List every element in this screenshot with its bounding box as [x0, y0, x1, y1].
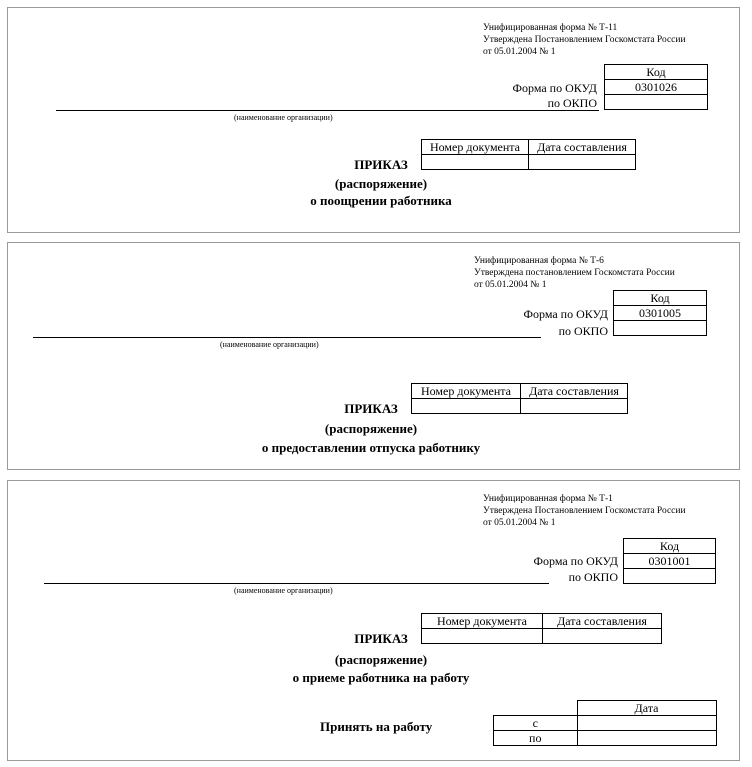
hire-to-label: по	[494, 731, 578, 746]
org-name-line[interactable]	[56, 110, 599, 111]
doc-number-header: Номер документа	[412, 384, 521, 399]
form-header	[474, 255, 675, 291]
hire-from-date[interactable]	[577, 716, 716, 731]
okpo-value[interactable]	[605, 95, 708, 110]
form-t6-panel	[7, 242, 740, 470]
form-header	[483, 493, 686, 529]
form-number: Унифицированная форма № Т-1	[483, 494, 613, 504]
order-subject: о поощрении работника	[310, 193, 452, 208]
org-caption: (наименование организации)	[220, 340, 319, 349]
okud-label: Форма по ОКУД	[533, 554, 618, 568]
form-t11-panel	[7, 7, 740, 233]
doc-table	[411, 383, 628, 414]
org-name-line[interactable]	[33, 337, 541, 338]
code-table	[613, 290, 707, 336]
order-subject: о приеме работника на работу	[292, 670, 470, 685]
approval-date: от 05.01.2004 № 1	[483, 47, 556, 57]
doc-date-cell[interactable]	[529, 155, 636, 170]
doc-date-header: Дата составления	[521, 384, 628, 399]
doc-table	[421, 613, 662, 644]
doc-date-header: Дата составления	[529, 140, 636, 155]
doc-number-header: Номер документа	[422, 614, 543, 629]
form-number: Унифицированная форма № Т-11	[483, 23, 618, 33]
okud-value[interactable]: 0301001	[624, 554, 716, 569]
order-title: ПРИКАЗ	[344, 401, 398, 416]
code-header: Код	[605, 65, 708, 80]
okpo-label: по ОКПО	[568, 570, 618, 584]
doc-date-cell[interactable]	[521, 399, 628, 414]
hire-date-table	[493, 700, 717, 746]
okpo-label: по ОКПО	[558, 324, 608, 338]
approval-date: от 05.01.2004 № 1	[474, 280, 547, 290]
code-header: Код	[614, 291, 707, 306]
hire-from-label: с	[494, 716, 578, 731]
okpo-label: по ОКПО	[547, 96, 597, 110]
okud-label: Форма по ОКУД	[523, 307, 608, 321]
okud-value[interactable]: 0301026	[605, 80, 708, 95]
okpo-value[interactable]	[624, 569, 716, 584]
okud-value[interactable]: 0301005	[614, 306, 707, 321]
approval-line: Утверждена постановлением Госкомстата России	[474, 268, 675, 278]
form-header	[483, 22, 686, 58]
doc-date-header: Дата составления	[543, 614, 662, 629]
hire-to-date[interactable]	[577, 731, 716, 746]
hire-blank-cell	[494, 701, 578, 716]
org-name-line[interactable]	[44, 583, 549, 584]
order-subject: о предоставлении отпуска работнику	[261, 440, 481, 455]
approval-date: от 05.01.2004 № 1	[483, 518, 556, 528]
org-caption: (наименование организации)	[234, 586, 333, 595]
form-number: Унифицированная форма № Т-6	[474, 256, 604, 266]
code-table	[623, 538, 716, 584]
okud-label: Форма по ОКУД	[512, 81, 597, 95]
order-subtitle: (распоряжение)	[334, 176, 428, 191]
code-header: Код	[624, 539, 716, 554]
hire-label: Принять на работу	[320, 719, 433, 734]
doc-date-cell[interactable]	[543, 629, 662, 644]
doc-table	[421, 139, 636, 170]
order-subtitle: (распоряжение)	[324, 421, 418, 436]
hire-date-header: Дата	[577, 701, 716, 716]
approval-line: Утверждена Постановлением Госкомстата России	[483, 35, 686, 45]
okpo-value[interactable]	[614, 321, 707, 336]
approval-line: Утверждена Постановлением Госкомстата России	[483, 506, 686, 516]
doc-number-header: Номер документа	[422, 140, 529, 155]
order-title: ПРИКАЗ	[354, 157, 408, 172]
org-caption: (наименование организации)	[234, 113, 333, 122]
code-table	[604, 64, 708, 110]
order-subtitle: (распоряжение)	[334, 652, 428, 667]
form-t1-panel	[7, 480, 740, 761]
order-title: ПРИКАЗ	[354, 631, 408, 646]
